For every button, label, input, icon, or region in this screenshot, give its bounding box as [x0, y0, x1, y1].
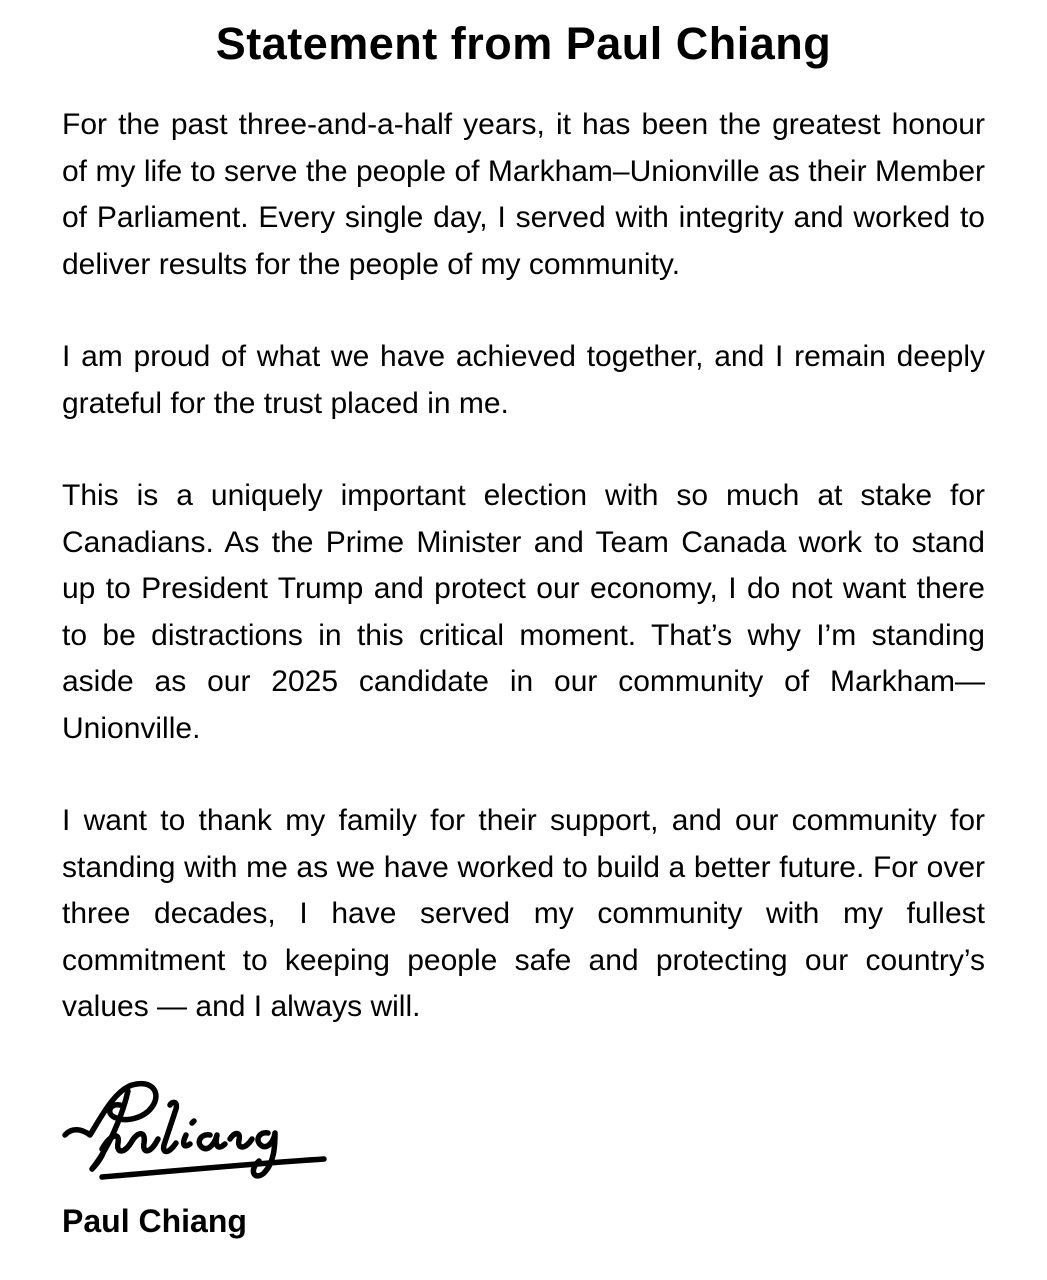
document-title: Statement from Paul Chiang — [215, 18, 832, 69]
paragraph-4: I want to thank my family for their support, and our community for standing with me as we have worked to build a better future. For over three decades, I have served my community with my fullest commitment to keeping people safe and protecting our country’s values — and I always will. — [62, 804, 985, 1023]
paragraph-2: I am proud of what we have achieved together, and I remain deeply grateful for the trust placed in me. — [62, 340, 985, 420]
paragraph-1: For the past three-and-a-half years, it has been the greatest honour of my life to serve the people of Markham–Unionville as their Member of Parliament. Every single day, I served with integrity and worked to deliver results for the people of my community. — [62, 108, 985, 281]
handwritten-signature-image — [62, 1077, 332, 1192]
paragraph-3: This is a uniquely important election with so much at stake for Canadians. As the Prime Minister and Team Canada work to stand up to President Trump and protect our economy, I do not want there to be distractions in this critical moment. That’s why I’m standing aside as our 2025 candidate in our community of Markham—Unionville. — [62, 479, 985, 745]
signature-block — [62, 1077, 985, 1195]
signatory-name: Paul Chiang — [62, 1202, 247, 1239]
